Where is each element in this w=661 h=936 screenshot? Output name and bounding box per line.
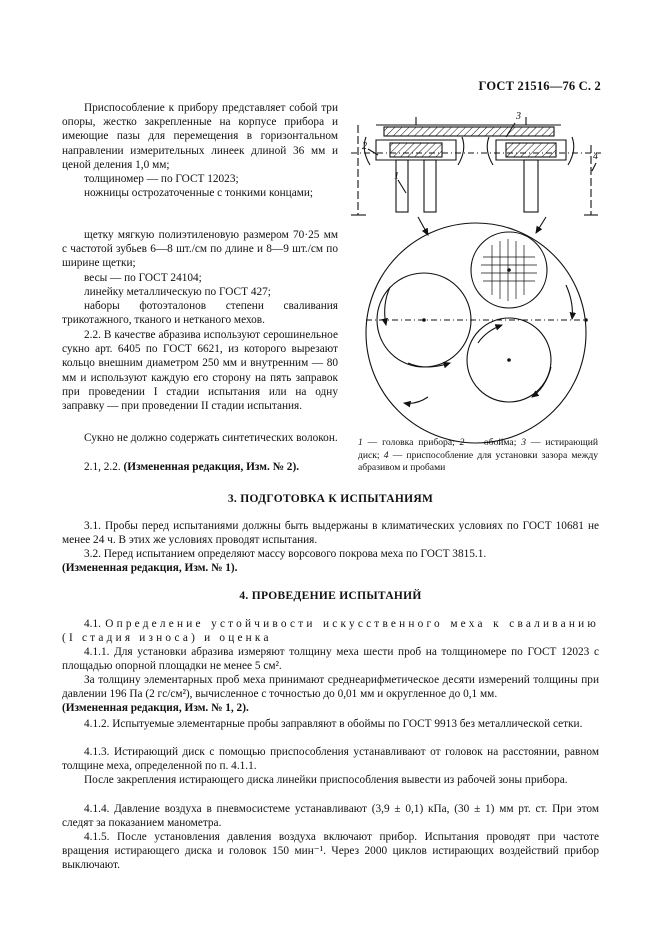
paragraph-4-1-1-text: 4.1.1. Для установки абразива измеряют толщину меха шести проб на толщиномере по ГОСТ 12023 с площадью опорной площадки не менее 5 см². [62,646,599,673]
list-item-ruler: линейку металлическую по ГОСТ 427; [84,286,271,298]
figure-label-2: 2 [362,141,367,152]
paragraph-4-1-2 [62,717,599,731]
paragraph-4-1-4-text: 4.1.4. Давление воздуха в пневмосистеме устанавливают (3,9 ± 0,1) кПа, (30 ± 1) мм рт. ст. При этом следят за показанием манометра. [62,803,599,830]
page-header: ГОСТ 21516—76 С. 2 [478,79,601,93]
list-item-brush [62,228,338,271]
paragraph-4-1-1 [62,645,599,673]
figure-label-3: 3 [516,111,521,122]
head-right-stem [524,160,538,212]
brush-text: щетку мягкую полиэтиленовую размером 70·25 мм с частотой зубьев 6—8 шт./см по длине и 8—9 шт./см по ширине щетки; [62,229,338,270]
fixture-text: Приспособление к прибору представляет собой три опоры, жестко закрепленные на корпусе прибора и имеющие пазы для перемещения в горизонтальном направлении измерительных линеек длиной 36 мм и ценой деления 1,0 мм; [62,102,338,171]
caption-num-1: 1 [358,437,363,448]
scissors-text: ножницы остроzаточенные с тонкими концами; [84,187,314,199]
list-item-thickness-gauge: толщиномер — по ГОСТ 12023; [84,173,239,185]
paragraph-3-2: 3.2. Перед испытанием определяют массу ворсового покрова меха по ГОСТ 3815.1. [84,548,487,560]
paragraph-4-1-4 [62,802,599,830]
caption-text-3: — истирающий диск; [358,437,599,461]
paragraph-4-1-3-text: 4.1.3. Истирающий диск с помощью приспособления устанавливают от головок на расстоянии, равном толщине меха, определенной по п. 4.1.1. [62,746,599,773]
caption-text-4: — приспособление для установки зазора между абразивом и пробами [358,449,598,473]
paragraph-mean-thickness [62,673,599,701]
paragraph-4-1-5-text: 4.1.5. После установления давления воздуха включают прибор. Испытания проводят при частоте вращения истирающего диска и головок 150 мин⁻¹. Через 2000 циклов истирающих воздействий прибор выключают. [62,831,599,872]
paragraph-3-1-text: 3.1. Пробы перед испытаниями должны быть выдержаны в климатических условиях по ГОСТ 10681 не менее 24 ч. В этих же условиях проводят испытания. [62,520,599,547]
paragraph-3-1 [62,519,599,547]
paragraph-cloth [62,431,338,445]
caption-text-1: — головка прибора; [362,437,460,448]
caption-num-3: 3 [521,437,527,448]
paragraph-4-1 [62,617,599,645]
amendment-ref: 2.1, 2.2. [84,461,124,473]
list-item-scissors [62,186,338,200]
caption-text-2: — обойма; [464,437,522,448]
caption-num-2: 2 [459,437,465,448]
amendment-note-2 [84,460,299,474]
paragraph-fixture [62,101,338,172]
paragraph-4-1-title: Определение устойчивости искусственного меха к сваливанию (I стадия износа) и оценка [62,618,599,645]
mean-thickness-text: За толщину элементарных проб меха принимают среднеарифметическое десяти измерений толщины при давлении 196 Па (2 гс/см²), вычисленное с точностью до 0,01 мм и округленное до 0,1 мм. [62,674,599,701]
paragraph-4-1-5 [62,830,599,873]
after-fix-text: После закрепления истирающего диска линейки приспособления вывести из рабочей зоны прибора. [84,774,568,786]
plan-base-circle [366,223,586,443]
paragraph-4-1-num: 4.1. [84,618,106,630]
apparatus-figure [346,105,611,445]
list-item-scales: весы — по ГОСТ 24104; [84,272,202,284]
figure-label-4: 4 [593,151,598,162]
head-left-stem-2 [424,160,436,212]
figure-caption [358,437,598,475]
photo-standards-text: наборы фотоэталонов степени сваливания трикотажного, тканого и нетканого мехов. [62,300,338,327]
section-4-title: 4. ПРОВЕДЕНИЕ ИСПЫТАНИЙ [239,590,422,602]
list-item-photo-standards [62,299,338,327]
paragraph-after-fix [62,773,599,787]
caption-num-4: 4 [383,449,389,461]
paragraph-4-1-2-text: 4.1.2. Испытуемые элементарные пробы заправляют в обоймы по ГОСТ 9913 без металлической сетки. [84,718,583,730]
cloth-text: Сукно не должно содержать синтетических волокон. [84,432,338,444]
abrasive-disc-plate [384,127,554,136]
amendment-note-1: (Измененная редакция, Изм. № 1). [62,562,238,574]
section-3-title: 3. ПОДГОТОВКА К ИСПЫТАНИЯМ [227,493,434,505]
paragraph-2-2 [62,328,338,413]
amendment-text: (Измененная редакция, Изм. № 2). [123,461,300,473]
figure-label-1: 1 [394,171,399,182]
paragraph-2-2-text: 2.2. В качестве абразива используют серошинельное сукно арт. 6405 по ГОСТ 6621, из которого вырезают кольцо внешним диаметром 250 мм и внутренним — 80 мм и используют каждую его сторону на пять заправок при проведении I стадии испытания или на одну заправку — при проведении II стадии испытания. [62,329,338,413]
paragraph-4-1-3 [62,745,599,773]
amendment-note-1-2: (Измененная редакция, Изм. № 1, 2). [62,702,249,714]
